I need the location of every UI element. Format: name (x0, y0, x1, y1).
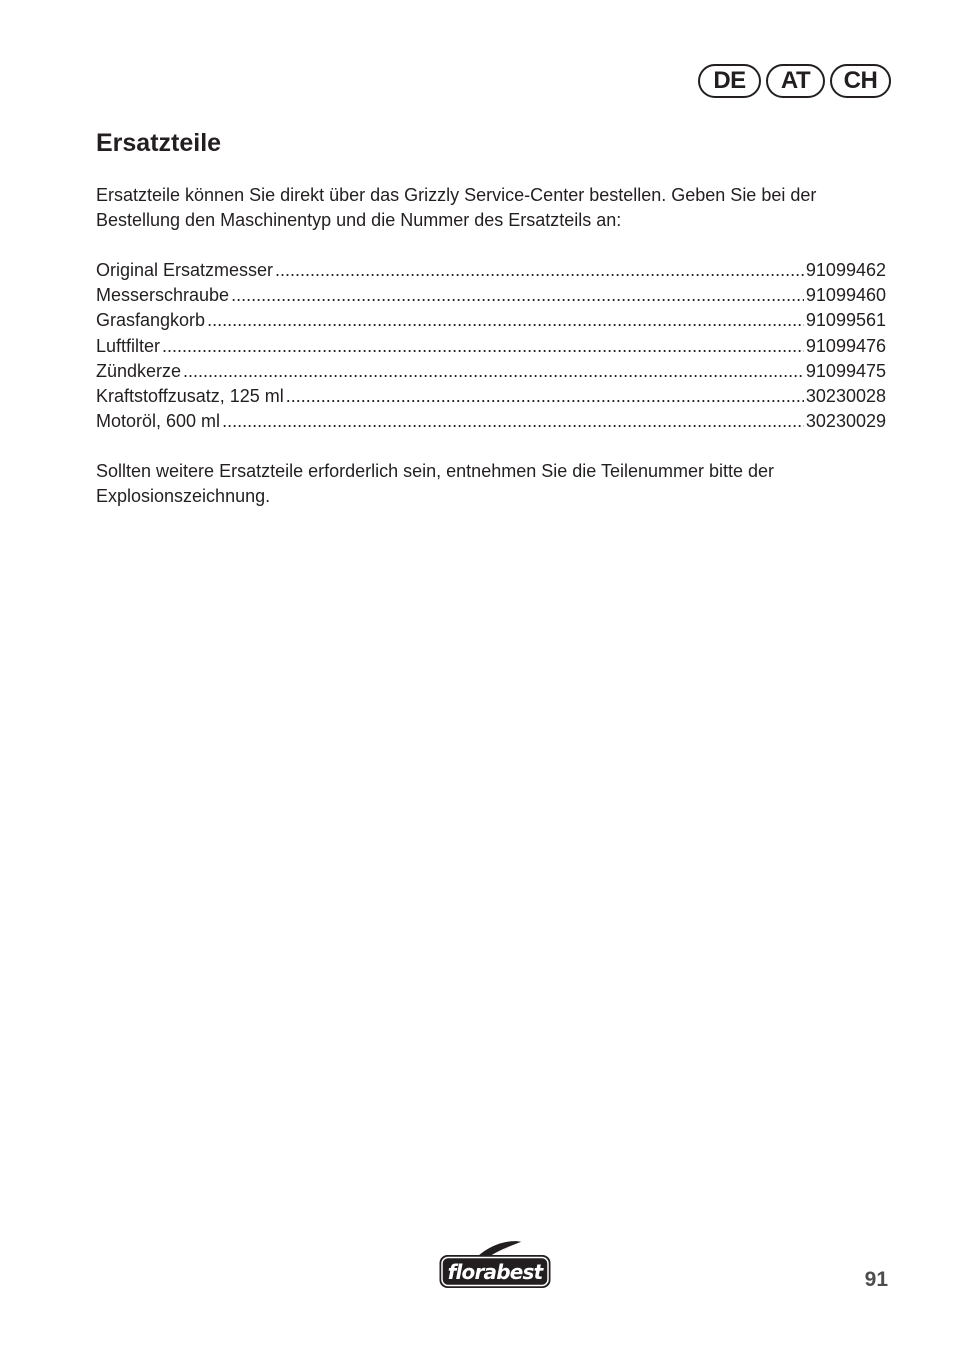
leader-dots (275, 258, 804, 283)
part-number: 30230028 (805, 386, 886, 407)
intro-paragraph: Ersatzteile können Sie direkt über das Grizzly Service-Center bestellen. Geben Sie bei der Bestellung den Maschinentyp und die Nummer des Ersatzteils an: (96, 185, 817, 230)
leader-dots (222, 409, 804, 434)
part-row (96, 409, 886, 434)
leader-dots (207, 308, 804, 333)
part-number: 30230029 (805, 411, 886, 432)
leader-dots (286, 384, 804, 409)
leader-dots (183, 359, 804, 384)
part-row (96, 384, 886, 409)
part-row (96, 334, 886, 359)
outro-paragraph: Sollten weitere Ersatzteile erforderlich sein, entnehmen Sie die Teilenummer bitte der Explosionszeichnung. (96, 461, 775, 506)
country-badge-at: AT (766, 64, 825, 98)
part-row (96, 283, 886, 308)
part-name: Grasfangkorb (96, 310, 206, 331)
parts-list (96, 258, 886, 434)
logo-text: florabest (447, 1260, 543, 1284)
part-name: Motoröl, 600 ml (96, 411, 221, 432)
country-badges (698, 64, 891, 98)
part-name: Luftfilter (96, 335, 161, 356)
part-number: 91099462 (805, 260, 886, 280)
florabest-logo (438, 1240, 552, 1290)
part-row (96, 359, 886, 384)
part-number: 91099475 (805, 360, 886, 381)
part-name: Messerschraube (96, 285, 230, 306)
country-badge-de: DE (698, 64, 761, 98)
part-row (96, 258, 886, 283)
country-badge-ch: CH (830, 64, 891, 98)
part-number: 91099460 (805, 285, 886, 306)
part-number: 91099476 (805, 335, 886, 356)
part-row (96, 308, 886, 333)
leader-dots (231, 283, 804, 308)
part-name: Original Ersatzmesser (96, 260, 274, 280)
section-title: Ersatzteile (96, 129, 222, 157)
part-number: 91099561 (805, 310, 886, 331)
leader-dots (162, 334, 804, 359)
page-number: 91 (864, 1268, 888, 1291)
part-name: Zündkerze (96, 360, 182, 381)
part-name: Kraftstoffzusatz, 125 ml (96, 386, 284, 407)
